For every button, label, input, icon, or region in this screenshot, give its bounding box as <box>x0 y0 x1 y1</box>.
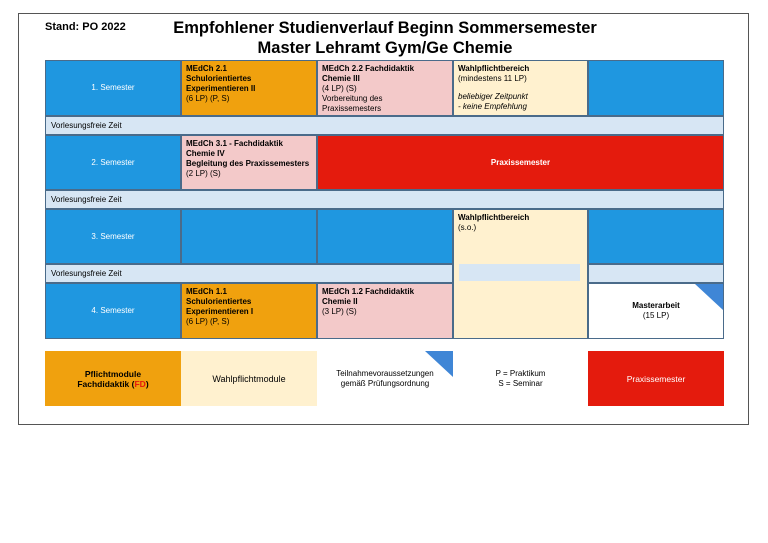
module-note: - keine Empfehlung <box>458 102 527 111</box>
legend-label: Pflichtmodule <box>84 368 142 379</box>
module-lp: (mindestens 11 LP) <box>458 74 527 83</box>
masterarbeit-lp: (15 LP) <box>642 311 670 320</box>
module-lp: (6 LP) (P, S) <box>186 317 230 326</box>
semester-1-empty <box>588 60 724 116</box>
break-label: Vorlesungsfreie Zeit <box>51 120 122 130</box>
module-name: Chemie II <box>322 297 358 306</box>
vorlesungsfreie-zeit-3 <box>45 264 453 283</box>
module-medch-1-2 <box>317 283 453 339</box>
break-3-inner <box>459 264 580 281</box>
break-label: Vorlesungsfreie Zeit <box>51 268 122 278</box>
vorlesungsfreie-zeit-2 <box>45 190 724 209</box>
module-name: MEdCh 2.2 Fachdidaktik <box>322 64 415 73</box>
legend-label: Teilnahmevoraussetzungen <box>336 368 434 378</box>
legend-label: gemäß Prüfungsordnung <box>340 378 430 388</box>
legend-teilnahmevoraussetzungen <box>317 351 453 406</box>
semester-3-empty-a <box>181 209 317 264</box>
module-name: MEdCh 1.2 Fachdidaktik <box>322 287 415 296</box>
stand-label: Stand: PO 2022 <box>45 21 126 33</box>
legend-label: Wahlpflichtmodule <box>212 373 286 384</box>
module-name: Experimentieren II <box>186 84 256 93</box>
module-note: beliebiger Zeitpunkt <box>458 92 528 101</box>
module-name: Wahlpflichtbereich <box>458 213 530 222</box>
module-name: MEdCh 3.1 - Fachdidaktik <box>186 139 283 148</box>
module-medch-3-1 <box>181 135 317 190</box>
module-medch-2-2 <box>317 60 453 116</box>
page-subtitle: Master Lehramt Gym/Ge Chemie <box>257 39 513 57</box>
module-name: Chemie III <box>322 74 360 83</box>
semester-1-label <box>45 60 181 116</box>
vorlesungsfreie-zeit-1 <box>45 116 724 135</box>
praxissemester-block <box>317 135 724 190</box>
module-medch-1-1 <box>181 283 317 339</box>
module-name: Chemie IV <box>186 149 225 158</box>
legend-label: Praxissemester <box>626 373 686 384</box>
legend-label: P = Praktikum <box>495 368 546 378</box>
legend-label: Fachdidaktik ( <box>77 378 135 389</box>
module-lp: (s.o.) <box>458 223 477 232</box>
legend-pflichtmodule <box>45 351 181 406</box>
semester-3-empty-b <box>317 209 453 264</box>
wahlpflichtbereich-1 <box>453 60 588 116</box>
semester-2-label <box>45 135 181 190</box>
semester-2-text: 2. Semester <box>91 157 135 167</box>
legend-label: S = Seminar <box>498 378 543 388</box>
legend-label: ) <box>145 378 149 389</box>
semester-3-empty-c <box>588 209 724 264</box>
module-lp: (3 LP) (S) <box>322 307 357 316</box>
module-name: Wahlpflichtbereich <box>458 64 530 73</box>
module-note: Vorbereitung des <box>322 94 383 103</box>
legend-wahlpflicht <box>181 351 317 406</box>
module-name: Begleitung des Praxissemesters <box>186 159 310 168</box>
masterarbeit-block <box>588 283 724 339</box>
module-code: MEdCh 2.1 <box>186 64 227 73</box>
break-3-right <box>588 264 724 283</box>
module-name: Experimentieren I <box>186 307 254 316</box>
module-name: Schulorientiertes <box>186 297 252 306</box>
page-title: Empfohlener Studienverlauf Beginn Sommersemester <box>173 19 597 37</box>
prerequisite-corner-icon <box>695 284 723 310</box>
module-code: MEdCh 1.1 <box>186 287 227 296</box>
module-medch-2-1 <box>181 60 317 116</box>
legend-fd-abbr: FD <box>134 378 146 389</box>
semester-3-label <box>45 209 181 264</box>
masterarbeit-title: Masterarbeit <box>632 301 680 310</box>
semester-4-label <box>45 283 181 339</box>
module-lp: (4 LP) (S) <box>322 84 357 93</box>
module-name: Schulorientiertes <box>186 74 252 83</box>
semester-4-text: 4. Semester <box>91 306 135 315</box>
semester-3-text: 3. Semester <box>91 231 135 241</box>
module-note: Praxissemesters <box>322 104 382 113</box>
module-lp: (2 LP) (S) <box>186 169 221 178</box>
legend-praxissemester <box>588 351 724 406</box>
legend-abbreviations <box>453 351 588 406</box>
praxissemester-label: Praxissemester <box>490 157 551 167</box>
prerequisite-corner-icon <box>425 351 453 377</box>
break-label: Vorlesungsfreie Zeit <box>51 194 122 204</box>
semester-1-text: 1. Semester <box>91 83 135 92</box>
module-lp: (6 LP) (P, S) <box>186 94 230 103</box>
